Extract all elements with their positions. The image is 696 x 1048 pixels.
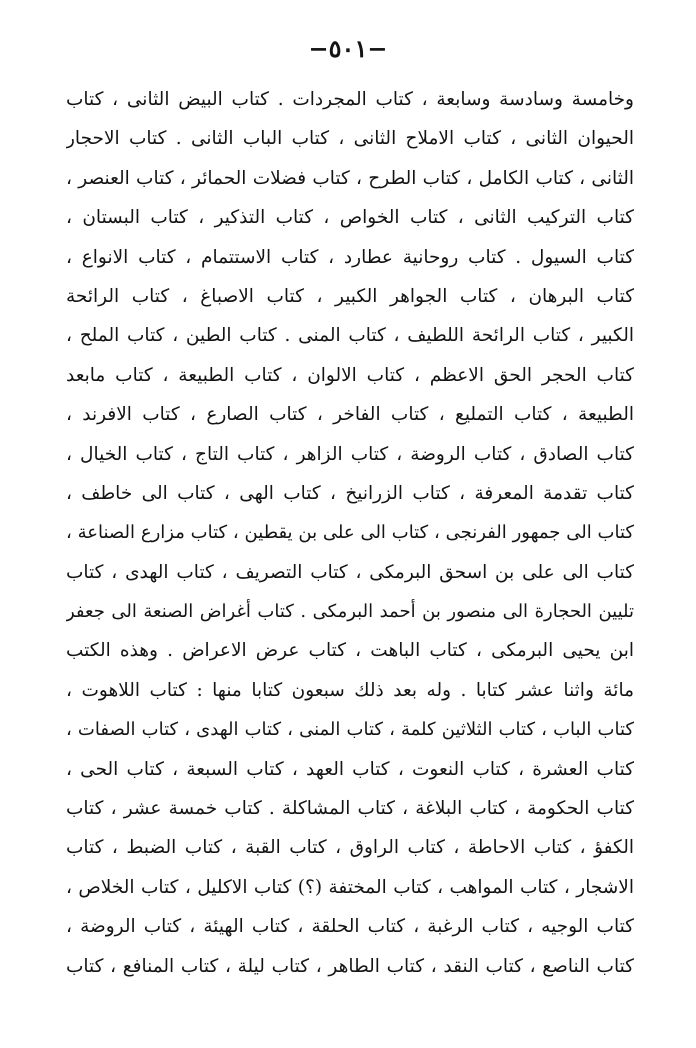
text-line: الثانى ، كتاب الكامل ، كتاب الطرح ، كتاب فضلات الحمائر ، كتاب العنصر ، <box>66 167 634 189</box>
text-line: مائة واثنا عشر كتابا . وله بعد ذلك سبعون كتابا منها : كتاب اللاهوت ، <box>66 679 634 701</box>
text-line: كتاب تقدمة المعرفة ، كتاب الزرانيخ ، كتاب الهى ، كتاب الى خاطف ، <box>66 482 634 504</box>
text-line: كتاب الناصع ، كتاب النقد ، كتاب الطاهر ، كتاب ليلة ، كتاب المنافع ، كتاب <box>66 955 634 977</box>
text-line: كتاب الحجر الحق الاعظم ، كتاب الالوان ، كتاب الطبيعة ، كتاب مابعد <box>66 364 634 386</box>
text-line: وخامسة وسادسة وسابعة ، كتاب المجردات . كتاب البيض الثانى ، كتاب <box>66 89 634 110</box>
text-line: كتاب العشرة ، كتاب النعوت ، كتاب العهد ، كتاب السبعة ، كتاب الحى ، <box>66 758 634 780</box>
body-text <box>66 80 634 986</box>
text-line: كتاب الى على بن اسحق البرمكى ، كتاب التصريف ، كتاب الهدى ، كتاب <box>66 561 634 583</box>
text-line: الحيوان الثانى ، كتاب الاملاح الثانى ، كتاب الباب الثانى . كتاب الاحجار <box>66 128 634 150</box>
text-line: كتاب السيول . كتاب روحانية عطارد ، كتاب الاستتمام ، كتاب الانواع ، <box>66 246 634 268</box>
text-line: كتاب الباب ، كتاب الثلاثين كلمة ، كتاب المنى ، كتاب الهدى ، كتاب الصفات ، <box>66 719 634 741</box>
text-line: كتاب الى جمهور الفرنجى ، كتاب الى على بن يقطين ، كتاب مزارع الصناعة ، <box>66 522 634 544</box>
text-line: كتاب البرهان ، كتاب الجواهر الكبير ، كتاب الاصباغ ، كتاب الرائحة <box>66 285 634 307</box>
text-line: الاشجار ، كتاب المواهب ، كتاب المختفة (؟) كتاب الاكليل ، كتاب الخلاص ، <box>66 876 634 898</box>
text-line: كتاب الصادق ، كتاب الروضة ، كتاب الزاهر ، كتاب التاج ، كتاب الخيال ، <box>66 443 634 465</box>
text-line: الكفؤ ، كتاب الاحاطة ، كتاب الراوق ، كتاب القبة ، كتاب الضبط ، كتاب <box>66 837 634 859</box>
text-line: تليين الحجارة الى منصور بن أحمد البرمكى . كتاب أغراض الصنعة الى جعفر <box>66 601 634 623</box>
text-line: الكبير ، كتاب الرائحة اللطيف ، كتاب المنى . كتاب الطين ، كتاب الملح ، <box>66 325 634 347</box>
text-line: ابن يحيى البرمكى ، كتاب الباهت ، كتاب عرض الاعراض . وهذه الكتب <box>66 640 634 662</box>
text-line: كتاب الوجيه ، كتاب الرغبة ، كتاب الحلقة ، كتاب الهيئة ، كتاب الروضة ، <box>66 916 634 938</box>
text-line: الطبيعة ، كتاب التمليع ، كتاب الفاخر ، كتاب الصارع ، كتاب الافرند ، <box>66 404 634 426</box>
text-line: كتاب التركيب الثانى ، كتاب الخواص ، كتاب التذكير ، كتاب البستان ، <box>66 207 634 229</box>
page-number: −٥٠١− <box>308 34 388 63</box>
text-line: كتاب الحكومة ، كتاب البلاغة ، كتاب المشاكلة . كتاب خمسة عشر ، كتاب <box>66 798 634 820</box>
